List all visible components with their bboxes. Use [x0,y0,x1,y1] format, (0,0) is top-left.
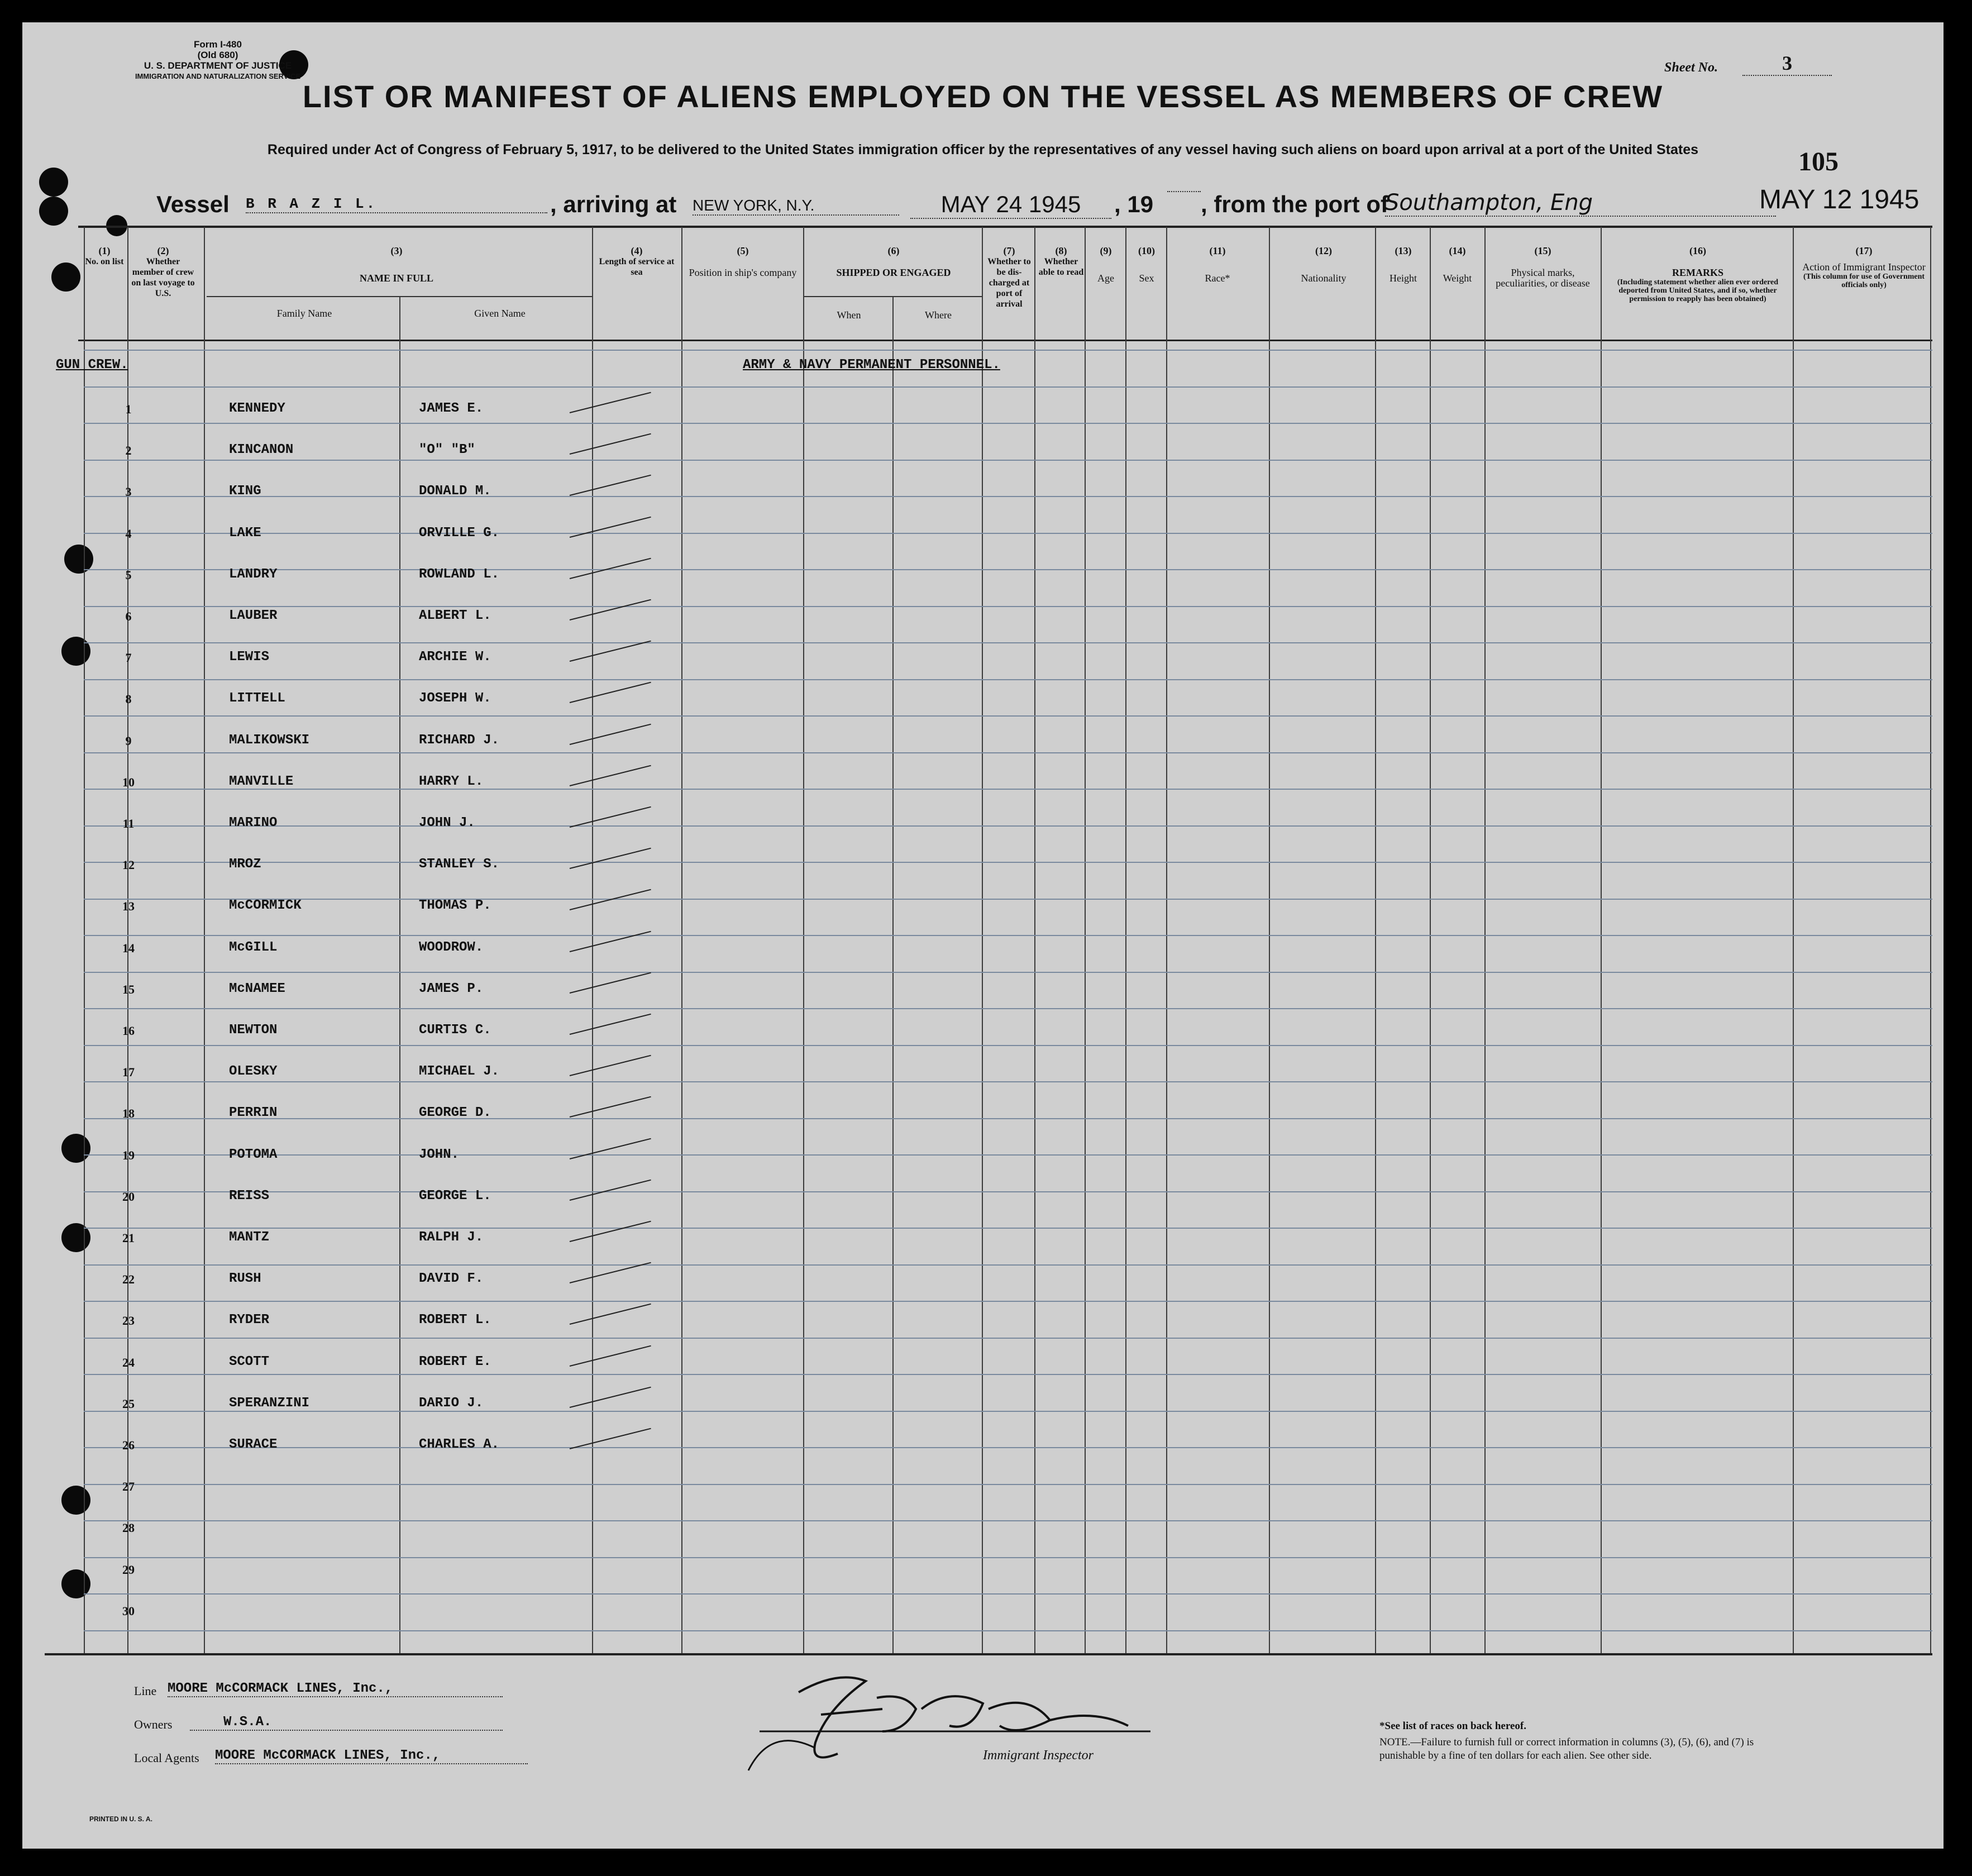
ruled-line [84,899,1932,900]
row-number: 26 [122,1438,135,1452]
column-rule [1375,227,1376,1654]
department-name: U. S. DEPARTMENT OF JUSTICE [144,60,292,71]
col-6-header: (6) SHIPPED OR ENGAGED [836,245,951,278]
given-name-cell: JOSEPH W. [419,691,491,707]
column-rule [84,227,85,1654]
row-number: 24 [122,1355,135,1369]
family-name-cell: KENNEDY [229,401,285,416]
row-number: 6 [125,609,132,623]
line-value: MOORE McCORMACK LINES, Inc., [168,1681,503,1697]
header-bottom-rule [78,340,1932,341]
family-name-cell: RYDER [229,1312,270,1328]
row-number: 4 [125,526,132,541]
row-number: 21 [122,1231,135,1245]
ruled-line [84,1301,1932,1302]
ruled-line [84,606,1932,607]
col-16-header: (16) REMARKS (Including statement whether alien ever ordered deported from United States, and if so, whether permission to reapply has been obtained) [1603,246,1793,303]
given-name-cell: JOHN. [419,1147,460,1162]
action-note: (This column for use of Government officials only) [1803,273,1925,289]
family-name-header: Family Name [276,308,332,319]
punch-hole [51,262,80,292]
column-rule [1085,227,1086,1654]
ruled-line [84,1191,1932,1192]
length-of-service-tick [570,1262,651,1283]
length-of-service-tick [570,889,651,910]
family-name-cell: POTOMA [229,1147,278,1162]
given-name-cell: RALPH J. [419,1230,484,1245]
arrival-date: MAY 24 1945 [910,191,1111,219]
sheet-number: 3 [1742,51,1832,76]
row-number: 17 [122,1065,135,1080]
ruled-line [84,460,1932,461]
column-rule [803,227,804,1654]
punch-hole [39,168,68,197]
length-of-service-tick [570,558,651,579]
length-of-service-tick [570,1304,651,1325]
family-name-cell: MROZ [229,857,261,872]
row-number: 18 [122,1106,135,1121]
column-rule [1125,227,1126,1654]
row-number: 25 [122,1396,135,1411]
ruled-line [84,1264,1932,1266]
row-number: 13 [122,899,135,914]
row-number: 28 [122,1521,135,1535]
form-number: Form I-480 [194,39,242,50]
ruled-line [84,1008,1932,1009]
col-9-header: (9) Age [1097,245,1114,284]
given-name-cell: ROBERT E. [419,1354,491,1369]
ruled-line [84,1338,1932,1339]
ruled-line [84,825,1932,827]
note-text: —Failure to furnish full or correct information in columns (3), (5), (6), and (7) is punishable by a fine of ten dollars for each alien. See other side. [1379,1736,1754,1762]
length-of-service-tick [570,765,651,786]
year-label: , 19 [1114,191,1154,217]
ruled-line [84,1154,1932,1156]
punch-hole [61,637,90,666]
arriving-label: , arriving at [550,191,677,217]
column-rule [1166,227,1167,1654]
agents-label: Local Agents [134,1751,199,1765]
length-of-service-tick [570,972,651,994]
family-name-cell: MANTZ [229,1230,270,1245]
col-3-header: (3) NAME IN FULL [359,245,433,284]
given-name-cell: DONALD M. [419,484,491,499]
given-name-cell: GEORGE D. [419,1105,491,1121]
length-of-service-tick [570,806,651,828]
signature-caption: Immigrant Inspector [983,1748,1094,1763]
family-name-cell: PERRIN [229,1105,278,1121]
when-header: When [837,309,861,321]
family-name-cell: LEWIS [229,650,270,665]
given-name-cell: DAVID F. [419,1271,484,1287]
family-name-cell: RUSH [229,1271,261,1287]
family-name-cell: OLESKY [229,1064,278,1080]
from-port-label: , from the port of [1201,191,1388,217]
printed-in-usa: PRINTED IN U. S. A. [89,1815,152,1823]
family-name-cell: REISS [229,1188,270,1204]
row-number: 5 [125,567,132,582]
table-bottom-rule [45,1653,1932,1655]
family-name-cell: SURACE [229,1437,278,1452]
races-note: *See list of races on back hereof. [1379,1720,1526,1732]
punch-hole [61,1134,90,1163]
family-name-cell: MARINO [229,815,278,830]
given-name-cell: "O" "B" [419,442,475,458]
ruled-line [84,1045,1932,1046]
manifest-sheet [22,22,1944,1849]
date-stamp: MAY 12 1945 [1759,185,1920,214]
column-rule [592,227,593,1654]
row-number: 23 [122,1314,135,1328]
length-of-service-tick [570,1345,651,1366]
family-name-cell: SCOTT [229,1354,270,1369]
given-name-cell: WOODROW. [419,939,484,955]
given-name-cell: ORVILLE G. [419,525,500,541]
given-name-cell: STANLEY S. [419,857,500,872]
col-1-header: (1) No. on list [85,245,124,266]
column-rule [982,227,983,1654]
personnel-heading: ARMY & NAVY PERMANENT PERSONNEL. [743,357,1000,373]
column-rule [1034,227,1035,1654]
column-rule [1484,227,1486,1654]
col-11-header: (11) Race* [1205,245,1230,284]
family-name-cell: LAUBER [229,608,278,623]
col-13-header: (13) Height [1390,245,1417,284]
family-name-cell: LITTELL [229,691,285,707]
row-number: 9 [125,733,132,748]
row-number: 2 [125,443,132,458]
row-number: 22 [122,1272,135,1287]
year-blank [1167,191,1201,192]
page-title: LIST OR MANIFEST OF ALIENS EMPLOYED ON THE VESSEL AS MEMBERS OF CREW [302,79,1664,114]
length-of-service-tick [570,475,651,496]
owners-label: Owners [134,1717,173,1731]
row-number: 10 [122,775,135,789]
row-number: 30 [122,1603,135,1618]
remarks-note: (Including statement whether alien ever ordered deported from United States, and if so, whether permission to reapply has been obtained) [1617,278,1779,303]
given-name-cell: GEORGE L. [419,1188,491,1204]
column-rule [1430,227,1431,1654]
ruled-line [84,1557,1932,1558]
line-label: Line [134,1684,157,1698]
given-name-cell: MICHAEL J. [419,1064,500,1080]
column-rule [1930,227,1931,1654]
vessel-label: Vessel [156,191,230,217]
col-17-header: (17) Action of Immigrant Inspector (This column for use of Government officials only) [1796,246,1932,289]
penalty-note [1379,1736,1759,1763]
ruled-line [84,862,1932,863]
family-name-cell: NEWTON [229,1023,278,1038]
length-of-service-tick [570,1428,651,1449]
given-name-cell: THOMAS P. [419,898,491,914]
ruled-line [84,1374,1932,1375]
ruled-line [84,679,1932,680]
ruled-line [84,569,1932,570]
given-name-cell: CHARLES A. [419,1437,500,1452]
length-of-service-tick [570,1014,651,1035]
row-number: 12 [122,858,135,872]
note-label: NOTE. [1379,1736,1411,1748]
ruled-line [84,423,1932,424]
ruled-line [84,789,1932,790]
arrival-port: NEW YORK, N.Y. [693,197,899,216]
row-number: 20 [122,1189,135,1204]
length-of-service-tick [570,848,651,869]
col-7-header: (7) Whether to be dis-charged at port of arrival [987,245,1031,309]
length-of-service-tick [570,723,651,744]
ruled-line [84,1484,1932,1485]
column-rule [1269,227,1270,1654]
col-5-header: (5) Position in ship's company [689,245,797,278]
column-rule [204,227,205,1654]
ruled-line [84,972,1932,973]
length-of-service-tick [570,433,651,455]
punch-hole [61,1486,90,1515]
given-name-cell: RICHARD J. [419,732,500,748]
col-15-header: (15) Physical marks, peculiarities, or disease [1496,245,1590,289]
length-of-service-tick [570,641,651,662]
row-number: 19 [122,1148,135,1162]
length-of-service-tick [570,682,651,703]
given-name-cell: ALBERT L. [419,608,491,623]
agents-value: MOORE McCORMACK LINES, Inc., [215,1748,528,1764]
page-subtitle: Required under Act of Congress of February 5, 1917, to be delivered to the United States immigration officer by the representatives of any vessel having such aliens on board upon arrival at a port of the United States [267,142,1699,157]
family-name-cell: LANDRY [229,566,278,582]
col-8-header: (8) Whether able to read [1038,245,1084,277]
row-number: 15 [122,982,135,996]
row-number: 11 [122,817,135,830]
sheet-label: Sheet No. [1664,60,1718,75]
column-rule [892,297,894,1654]
ruled-line [84,1593,1932,1595]
length-of-service-tick [570,1138,651,1159]
row-number: 29 [122,1562,135,1577]
ruled-line [84,715,1932,717]
page-number: 105 [1798,147,1839,176]
ruled-line [84,1520,1932,1521]
row-number: 7 [125,651,132,665]
ruled-line [84,935,1932,936]
row-number: 16 [122,1024,135,1038]
ruled-line [84,642,1932,643]
ruled-line [84,1081,1932,1082]
length-of-service-tick [570,392,651,413]
length-of-service-tick [570,1387,651,1408]
family-name-cell: McGILL [229,939,278,955]
length-of-service-tick [570,599,651,620]
vessel-name: B R A Z I L. [246,195,547,213]
given-name-cell: ROWLAND L. [419,566,500,582]
inspector-signature [737,1659,1162,1787]
ruled-line [84,1228,1932,1229]
family-name-cell: SPERANZINI [229,1395,310,1411]
col-14-header: (14) Weight [1443,245,1472,284]
family-name-cell: LAKE [229,525,261,541]
row-number: 27 [122,1479,135,1494]
ruled-line [84,1118,1932,1119]
given-name-cell: JAMES E. [419,401,484,416]
family-name-cell: McCORMICK [229,898,302,914]
service-name: IMMIGRATION AND NATURALIZATION SERVICE [135,72,301,80]
ruled-line [84,533,1932,534]
length-of-service-tick [570,930,651,952]
ruled-line [84,1447,1932,1448]
col-4-header: (4) Length of service at sea [599,245,675,277]
ruled-line [84,496,1932,497]
row-number: 1 [125,402,132,416]
given-name-cell: CURTIS C. [419,1023,491,1038]
given-name-cell: DARIO J. [419,1395,484,1411]
family-name-cell: MANVILLE [229,774,294,789]
family-name-cell: MALIKOWSKI [229,732,310,748]
departure-port: Southampton, Eng [1385,190,1776,217]
given-name-cell: JOHN J. [419,815,475,830]
col-2-header: (2) Whether member of crew on last voyage to U.S. [131,245,195,298]
family-name-cell: KINCANON [229,442,294,458]
length-of-service-tick [570,1096,651,1118]
family-name-cell: McNAMEE [229,981,285,996]
gun-crew-heading: GUN CREW. [56,357,128,373]
punch-hole [39,197,68,226]
column-rule [1601,227,1602,1654]
where-header: Where [925,309,952,321]
column-rule [1793,227,1794,1654]
row-number: 3 [125,485,132,499]
ruled-line [84,350,1932,351]
row-number: 8 [125,692,132,707]
col-12-header: (12) Nationality [1301,245,1347,284]
length-of-service-tick [570,1180,651,1201]
column-rule [681,227,682,1654]
given-name-cell: ROBERT L. [419,1312,491,1328]
row-number: 14 [122,941,135,955]
form-old-number: (Old 680) [197,50,238,60]
col-10-header: (10) Sex [1138,245,1155,284]
form-identifier [89,39,346,82]
length-of-service-tick [570,1055,651,1076]
given-name-cell: ARCHIE W. [419,650,491,665]
ruled-line [84,386,1932,388]
ruled-line [84,1411,1932,1412]
ruled-line [84,1630,1932,1631]
length-of-service-tick [570,516,651,537]
ruled-line [84,752,1932,753]
column-rule [399,297,400,1654]
owners-value: W.S.A. [190,1715,503,1731]
given-name-header: Given Name [474,308,526,319]
given-name-cell: HARRY L. [419,774,484,789]
length-of-service-tick [570,1221,651,1242]
table-top-rule [78,226,1932,228]
given-name-cell: JAMES P. [419,981,484,996]
shipped-divider [804,296,983,297]
family-name-cell: KING [229,484,261,499]
